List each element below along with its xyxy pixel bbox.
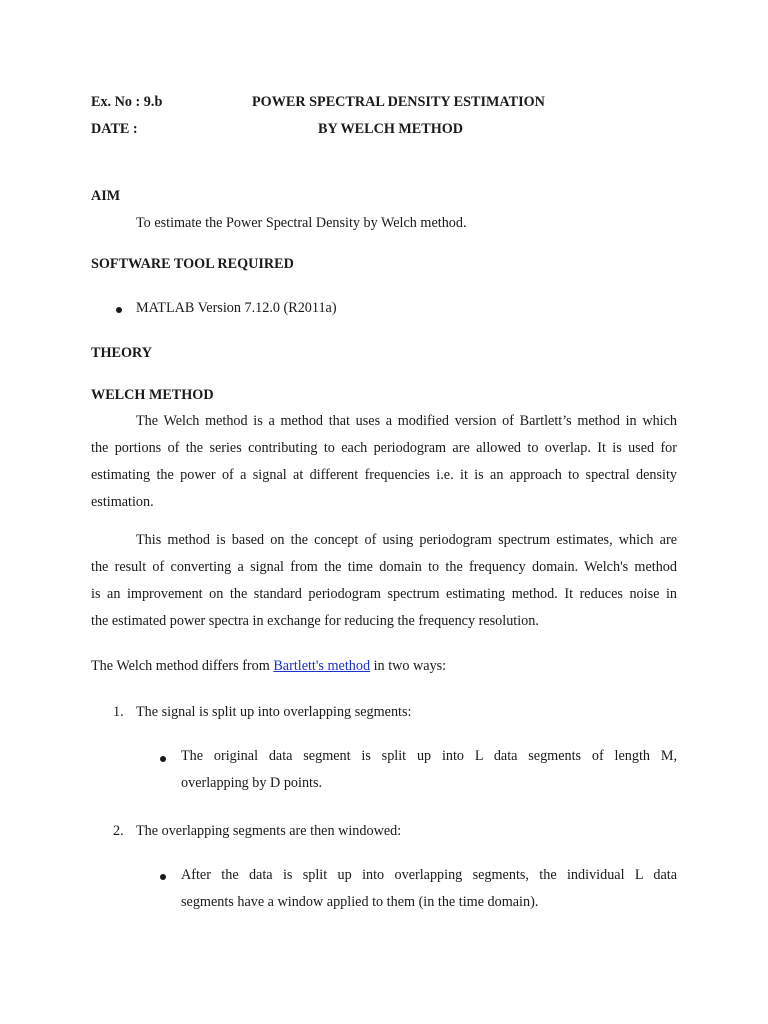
bullet-icon	[160, 874, 166, 880]
paragraph-line: the portions of the series contributing to each periodogram are allowed to overlap. It is used for	[91, 440, 677, 456]
bullet-icon	[160, 756, 166, 762]
subitem-line: segments have a window applied to them (in the time domain).	[181, 894, 539, 910]
bartletts-method-link[interactable]: Bartlett's method	[273, 658, 371, 674]
differs-text-after: in two ways:	[370, 658, 447, 674]
exercise-number: Ex. No : 9.b	[91, 94, 163, 110]
list-subitem	[181, 743, 677, 797]
differs-text-before: The Welch method differs from	[91, 658, 274, 674]
software-item: MATLAB Version 7.12.0 (R2011a)	[136, 300, 337, 316]
welch-differs-line	[91, 658, 446, 675]
paragraph-line: estimating the power of a signal at different frequencies i.e. it is an approach to spectral density	[91, 467, 677, 483]
paragraph-line: The Welch method is a method that uses a modified version of Bartlett’s method in which	[136, 413, 677, 429]
bullet-icon	[116, 307, 122, 313]
list-subitem	[181, 862, 677, 916]
theory-heading: THEORY	[91, 345, 152, 361]
list-item-text: The signal is split up into overlapping segments:	[136, 704, 412, 720]
welch-paragraph-2	[91, 527, 677, 635]
software-heading: SOFTWARE TOOL REQUIRED	[91, 256, 294, 272]
aim-heading: AIM	[91, 188, 121, 204]
subitem-line: After the data is split up into overlapping segments, the individual L data	[181, 867, 677, 883]
list-number: 1.	[113, 704, 124, 720]
document-title-line-1: POWER SPECTRAL DENSITY ESTIMATION	[252, 94, 545, 110]
list-number: 2.	[113, 823, 124, 839]
paragraph-line: the result of converting a signal from the time domain to the frequency domain. Welch's method	[91, 559, 677, 575]
paragraph-line: the estimated power spectra in exchange for reducing the frequency resolution.	[91, 613, 539, 629]
paragraph-line: is an improvement on the standard periodogram spectrum estimating method. It reduces noise in	[91, 586, 677, 602]
welch-paragraph-1	[91, 408, 677, 516]
paragraph-line: This method is based on the concept of using periodogram spectrum estimates, which are	[136, 532, 677, 548]
subitem-line: overlapping by D points.	[181, 775, 323, 791]
subitem-line: The original data segment is split up into L data segments of length M,	[181, 748, 677, 764]
document-title-line-2: BY WELCH METHOD	[318, 121, 464, 137]
aim-text: To estimate the Power Spectral Density by Welch method.	[136, 215, 467, 231]
paragraph-line: estimation.	[91, 494, 154, 510]
welch-heading: WELCH METHOD	[91, 387, 214, 403]
list-item-text: The overlapping segments are then windowed:	[136, 823, 402, 839]
date-label: DATE :	[91, 121, 138, 137]
